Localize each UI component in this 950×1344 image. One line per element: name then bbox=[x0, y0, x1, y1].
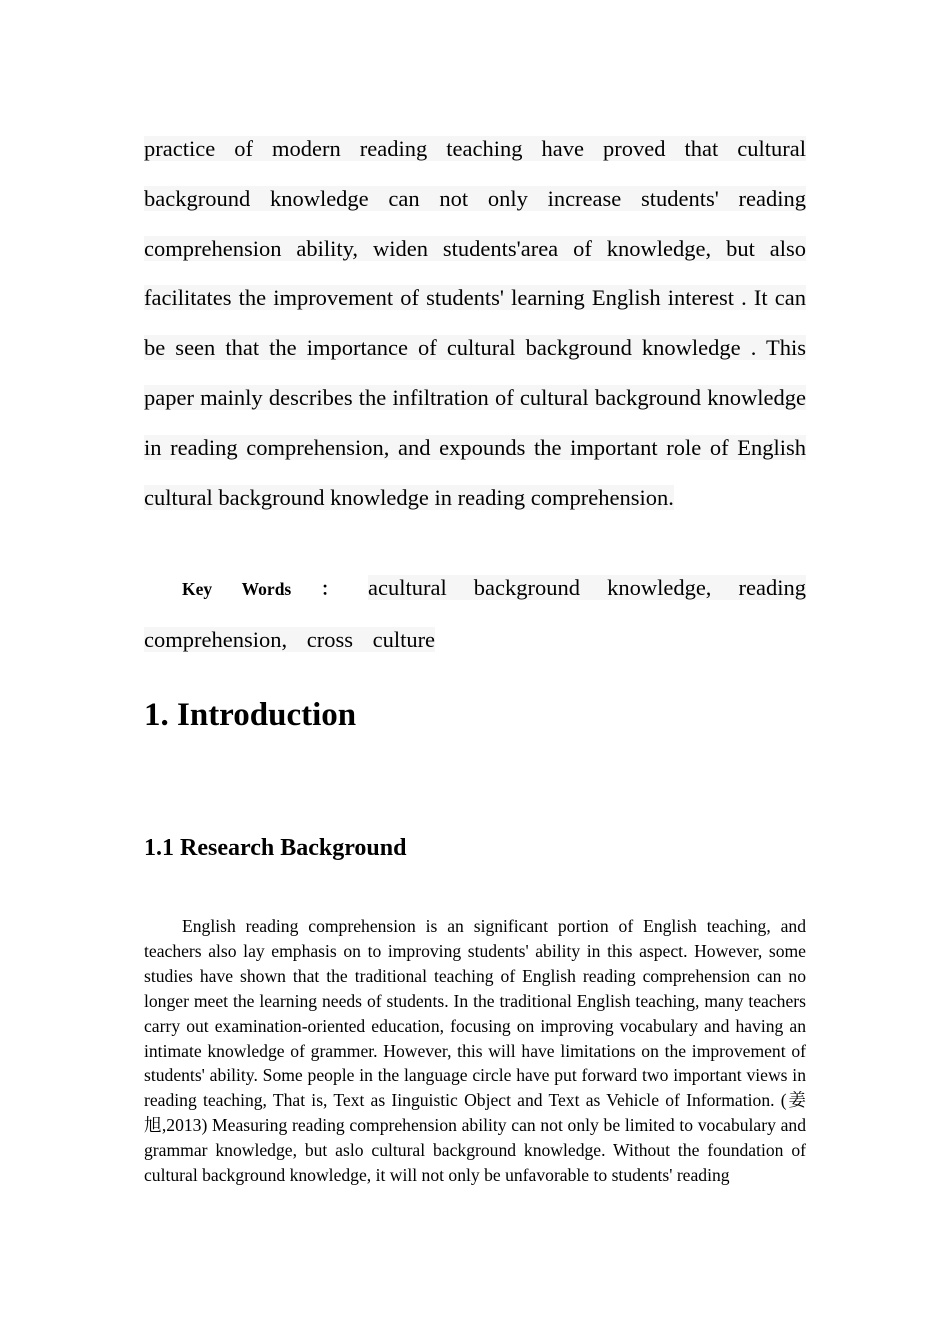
abstract-paragraph bbox=[144, 124, 806, 522]
research-background-paragraph: English reading comprehension is an significant portion of English teaching, and teachers also lay emphasis on to improving students' ability in this aspect. However, some studies have shown that the traditional teaching of English reading comprehension can no longer meet the learning needs of students. In the traditional English teaching, many teachers carry out examination-oriented education, focusing on improving vocabulary and having an intimate knowledge of grammer. However, this will have limitations on the improvement of students' ability. Some people in the language circle have put forward two important views in reading teaching, That is, Text as Iinguistic Object and Text as Vehicle of Information. (姜旭,2013) Measuring reading comprehension ability can not only be limited to vocabulary and grammar knowledge, but aslo cultural background knowledge. Without the foundation of cultural background knowledge, it will not only be unfavorable to students' reading bbox=[144, 916, 806, 1186]
subsection-heading-research-background: 1.1 Research Background bbox=[144, 835, 407, 861]
keywords-label: Key Words ： bbox=[182, 579, 347, 599]
section-heading-introduction: 1. Introduction bbox=[144, 697, 357, 733]
abstract-text: practice of modern reading teaching have proved that cultural background knowledge can not only increase students' reading comprehension ability, widen students'area of knowledge, but also facilitates the improvement of students' learning English interest . It can be seen that the importance of cultural background knowledge . This paper mainly describes the infiltration of cultural background knowledge in reading comprehension, and expounds the important role of English cultural background knowledge in reading comprehension. bbox=[144, 136, 806, 510]
keywords-values: acultural background knowledge, reading comprehension, cross culture bbox=[144, 575, 806, 652]
keywords-line bbox=[144, 563, 806, 665]
